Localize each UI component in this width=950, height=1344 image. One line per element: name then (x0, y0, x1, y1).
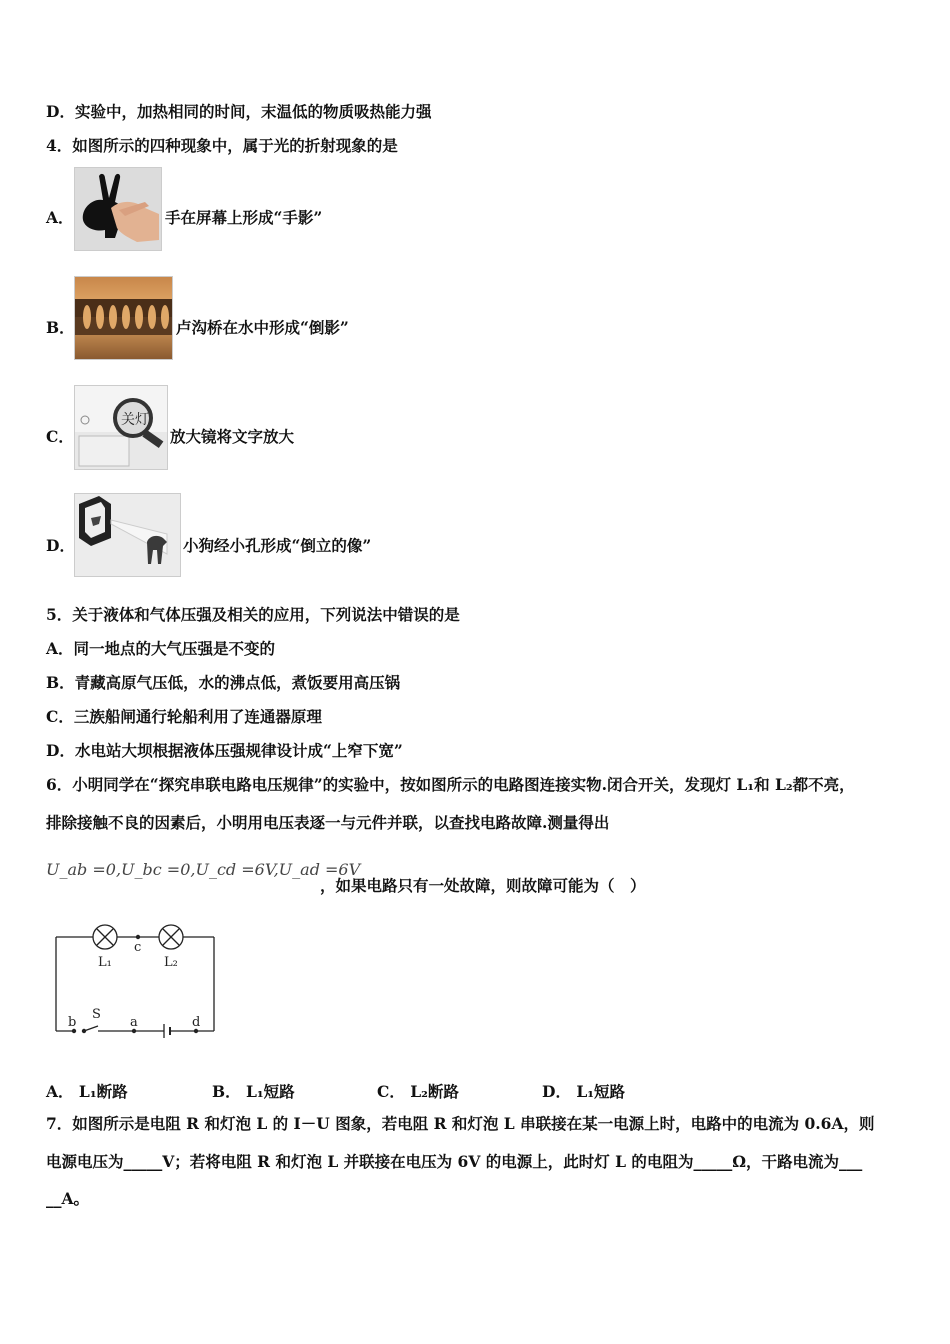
q5-option-d: D．水电站大坝根据液体压强规律设计成“上窄下宽” (46, 741, 403, 760)
q5-option-a: A．同一地点的大气压强是不变的 (46, 639, 276, 658)
q4-option-c-text: 放大镜将文字放大 (170, 427, 295, 446)
q4-option-b-text: 卢沟桥在水中形成“倒影” (176, 318, 349, 337)
q4-option-c-label: C． (46, 427, 74, 446)
q4-option-d-label: D． (46, 536, 75, 555)
node-b-label: b (68, 1015, 77, 1030)
q6-stem-line1: 6．小明同学在“探究串联电路电压规律”的实验中，按如图所示的电路图连接实物.闭合开关，发现灯 L₁和 L₂都不亮， (46, 775, 855, 794)
lamp2-label: L₂ (164, 955, 178, 970)
q6-answer-d: D． L₁短路 (542, 1082, 626, 1101)
q4-option-b-label: B． (46, 318, 75, 337)
pinhole-image (74, 493, 181, 577)
q6-answer-b: B． L₁短路 (212, 1082, 295, 1101)
q7-stem-line2: 电源电压为_____V；若将电阻 R 和灯泡 L 并联接在电压为 6V 的电源上，此时灯 L 的电阻为_____Ω，干路电流为___ (46, 1152, 863, 1171)
node-c-label: c (134, 940, 142, 955)
q6-stem-line3: ，如果电路只有一处故障，则故障可能为（ ） (320, 876, 646, 895)
q6-answer-c: C． L₂断路 (377, 1082, 459, 1101)
q6-formula-text: U_ab =0,U_bc =0,U_cd =6V,U_ad =6V (46, 860, 361, 879)
q5-option-b: B．青藏高原气压低，水的沸点低，煮饭要用高压锅 (46, 673, 401, 692)
q4-stem: 4．如图所示的四种现象中，属于光的折射现象的是 (46, 136, 398, 155)
lamp1-label: L₁ (98, 955, 112, 970)
q7-stem-line1: 7．如图所示是电阻 R 和灯泡 L 的 I－U 图象，若电阻 R 和灯泡 L 串联接在某一电源上时，电路中的电流为 0.6A，则 (46, 1114, 875, 1133)
bridge-reflection-image (74, 276, 173, 360)
q6-formula (46, 860, 360, 879)
q6-answer-a: A． L₁断路 (46, 1082, 128, 1101)
magnifier-text: 关灯 (121, 412, 149, 428)
q4-option-a-label: A． (46, 208, 74, 227)
q5-stem: 5．关于液体和气体压强及相关的应用，下列说法中错误的是 (46, 605, 460, 624)
node-a-label: a (130, 1015, 138, 1030)
q4-option-d-text: 小狗经小孔形成“倒立的像” (183, 536, 372, 555)
circuit-diagram (46, 918, 226, 1048)
magnifier-image (74, 385, 168, 470)
hand-shadow-image (74, 167, 162, 251)
q3-option-d: D．实验中，加热相同的时间，末温低的物质吸热能力强 (46, 102, 432, 121)
switch-label: S (92, 1007, 101, 1022)
q6-stem-line2: 排除接触不良的因素后，小明用电压表逐一与元件并联，以查找电路故障.测量得出 (46, 813, 610, 832)
node-d-label: d (192, 1015, 201, 1030)
q7-stem-line3: __A。 (46, 1189, 90, 1208)
q4-option-a-text: 手在屏幕上形成“手影” (165, 208, 323, 227)
q5-option-c: C．三族船闸通行轮船利用了连通器原理 (46, 707, 322, 726)
